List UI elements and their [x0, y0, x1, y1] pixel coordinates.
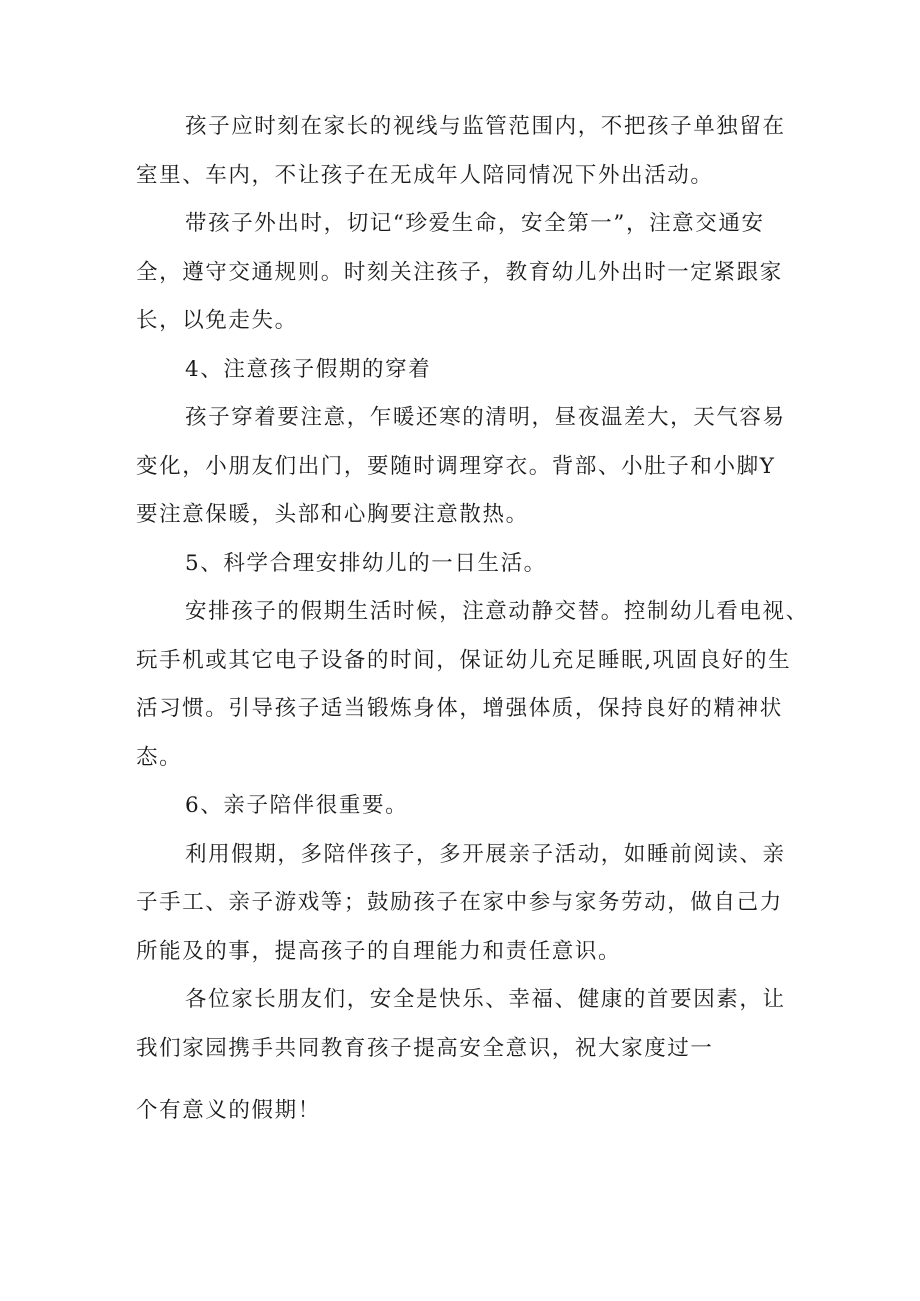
closing-line: 个有意义的假期！ [136, 1098, 321, 1123]
section-heading: 4、注意孩子假期的穿着 [185, 356, 432, 382]
paragraph-line: 我们家园携手共同教育孩子提高安全意识，祝大家度过一 [136, 1035, 714, 1061]
paragraph-line: 利用假期，多陪伴孩子，多开展亲子活动，如睡前阅读、亲 [185, 841, 786, 867]
paragraph-line: 所能及的事，提高孩子的自理能力和责任意识。 [136, 938, 622, 964]
section-heading: 6、亲子陪伴很重要。 [185, 793, 409, 818]
paragraph-line: 变化，小朋友们出门，要随时调理穿衣。背部、小肚子和小脚Y [136, 453, 776, 479]
paragraph-line: 长，以免走失。 [136, 308, 298, 333]
paragraph-line: 各位家长朋友们，安全是快乐、幸福、健康的首要因素，让 [185, 987, 786, 1012]
paragraph-line: 子手工、亲子游戏等；鼓励孩子在家中参与家务劳动，做自己力 [136, 890, 783, 915]
paragraph-line: 孩子穿着要注意，乍暖还寒的清明，昼夜温差大，天气容易 [185, 405, 786, 430]
paragraph-line: 孩子应时刻在家长的视线与监管范围内，不把孩子单独留在 [185, 114, 786, 139]
paragraph-line: 要注意保暖，头部和心胸要注意散热。 [136, 502, 529, 527]
paragraph-line: 室里、车内，不让孩子在无成年人陪同情况下外出活动。 [136, 162, 714, 188]
paragraph-line: 态。 [136, 744, 183, 770]
document-body [136, 103, 809, 1136]
paragraph-line: 全，遵守交通规则。时刻关注孩子，教育幼儿外出时一定紧跟家 [136, 259, 783, 285]
paragraph-line: 玩手机或其它电子设备的时间，保证幼儿充足睡眠,巩固良好的生 [136, 647, 792, 673]
paragraph-line: 带孩子外出时，切记“珍爱生命，安全第一”，注意交通安 [185, 211, 765, 236]
paragraph-line: 安排孩子的假期生活时候，注意动静交替。控制幼儿看电视、 [185, 599, 809, 624]
section-heading: 5、科学合理安排幼儿的一日生活。 [185, 550, 547, 576]
paragraph-line: 活习惯。引导孩子适当锻炼身体，增强体质，保持良好的精神状 [136, 696, 783, 721]
